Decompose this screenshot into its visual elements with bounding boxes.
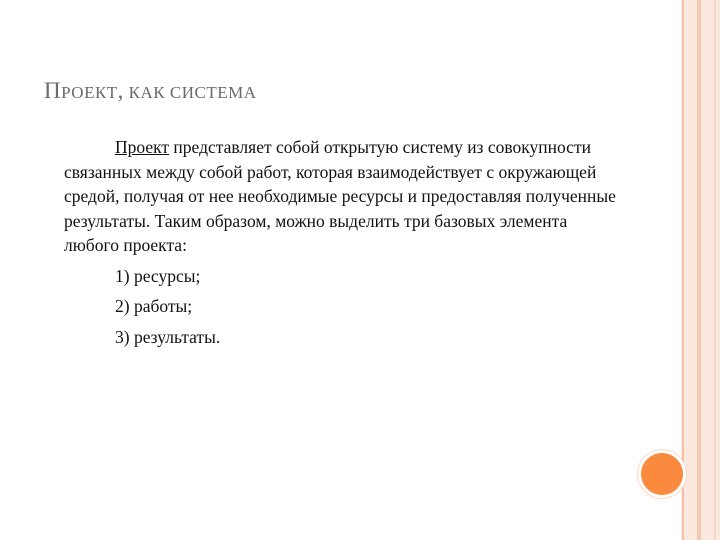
- body-paragraph: [64, 135, 624, 258]
- list-item: 1) ресурсы;: [115, 265, 201, 286]
- title-rest: РОЕКТ: [61, 83, 118, 102]
- paragraph-text: представляет собой открытую систему из совокупности связанных между собой работ, которая взаимодействует с окружающей средой, получая от нее необходимые ресурсы и предоставляя полученные результаты. Таким образом, можно выделить три базовых элемента любого проекта:: [64, 137, 616, 255]
- decorative-circle-icon: [638, 450, 686, 498]
- title-comma: ,: [117, 78, 124, 103]
- term-project: Проект: [115, 137, 170, 157]
- elements-list: [64, 264, 624, 350]
- title-tail: КАК СИСТЕМА: [123, 83, 257, 102]
- slide-title: [44, 78, 257, 104]
- decorative-stripe: [714, 0, 716, 540]
- list-item: 3) результаты.: [115, 326, 221, 347]
- decorative-stripe: [682, 0, 684, 540]
- list-item: 2) работы;: [115, 296, 193, 316]
- slide-body: [64, 135, 624, 355]
- decorative-stripe: [697, 0, 701, 540]
- title-first-letter: П: [44, 78, 62, 103]
